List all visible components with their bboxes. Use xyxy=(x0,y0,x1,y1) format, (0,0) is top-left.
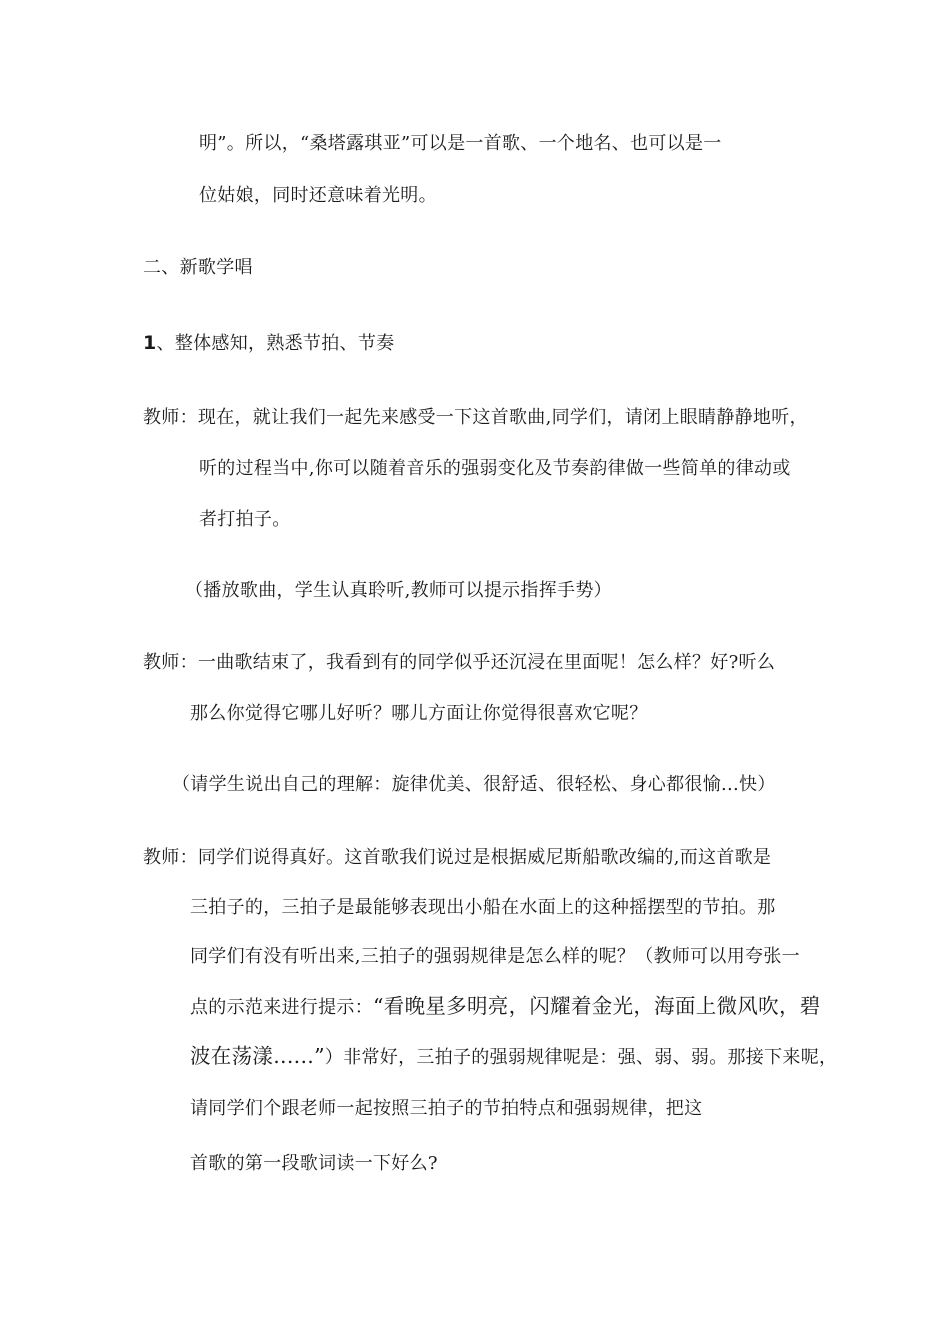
teacher-para-2-line-2: 那么你觉得它哪儿好听？哪儿方面让你觉得很喜欢它呢？ xyxy=(190,703,648,724)
teacher-para-3-line-6: 请同学们个跟老师一起按照三拍子的节拍特点和强弱规律，把这 xyxy=(190,1098,703,1119)
teacher-para-3-line-7: 首歌的第一段歌词读一下好么? xyxy=(190,1153,438,1174)
teacher-para-3-line-4 xyxy=(190,994,821,1020)
teacher-para-3-line-2: 三拍子的，三拍子是最能够表现出小船在水面上的这种摇摆型的节拍。那 xyxy=(190,897,776,918)
teacher-para-1-line-2: 听的过程当中,你可以随着音乐的强弱变化及节奏韵律做一些简单的律动或 xyxy=(199,458,791,479)
teacher-para-1-line-3: 者打拍子。 xyxy=(199,509,291,530)
intro-line-1: 明”。所以，“桑塔露琪亚”可以是一首歌、一个地名、也可以是一 xyxy=(199,133,722,154)
stage-note-2: （请学生说出自己的理解：旋律优美、很舒适、很轻松、身心都很愉...快） xyxy=(172,774,776,795)
demo-prompt-text: 点的示范来进行提示： xyxy=(190,997,373,1018)
subsection-number: 1 xyxy=(143,332,157,354)
teacher-para-1-line-1: 教师：现在，就让我们一起先来感受一下这首歌曲,同学们，请闭上眼睛静静地听， xyxy=(143,407,808,428)
subsection-text: 、整体感知，熟悉节拍、节奏 xyxy=(156,333,395,354)
teacher-para-2-line-1: 教师：一曲歌结束了，我看到有的同学似乎还沉浸在里面呢！怎么样？好?听么 xyxy=(143,652,776,673)
lyric-excerpt-1: “看晚星多明亮，闪耀着金光，海面上微风吹，碧 xyxy=(373,994,821,1018)
subsection-heading xyxy=(143,331,394,356)
rhythm-rule-text: ）非常好，三拍子的强弱规律呢是：强、弱、弱。那接下来呢， xyxy=(324,1047,838,1068)
teacher-para-3-line-1: 教师：同学们说得真好。这首歌我们说过是根据威尼斯船歌改编的,而这首歌是 xyxy=(143,847,772,868)
intro-line-2: 位姑娘，同时还意味着光明。 xyxy=(199,185,437,206)
lyric-excerpt-2: 波在荡漾......” xyxy=(190,1044,325,1068)
stage-note-1: （播放歌曲，学生认真聆听,教师可以提示指挥手势） xyxy=(185,580,612,601)
teacher-para-3-line-3: 同学们有没有听出来,三拍子的强弱规律是怎么样的呢？（教师可以用夸张一 xyxy=(190,946,800,967)
teacher-para-3-line-5 xyxy=(190,1044,837,1070)
section-heading: 二、新歌学唱 xyxy=(143,257,253,278)
